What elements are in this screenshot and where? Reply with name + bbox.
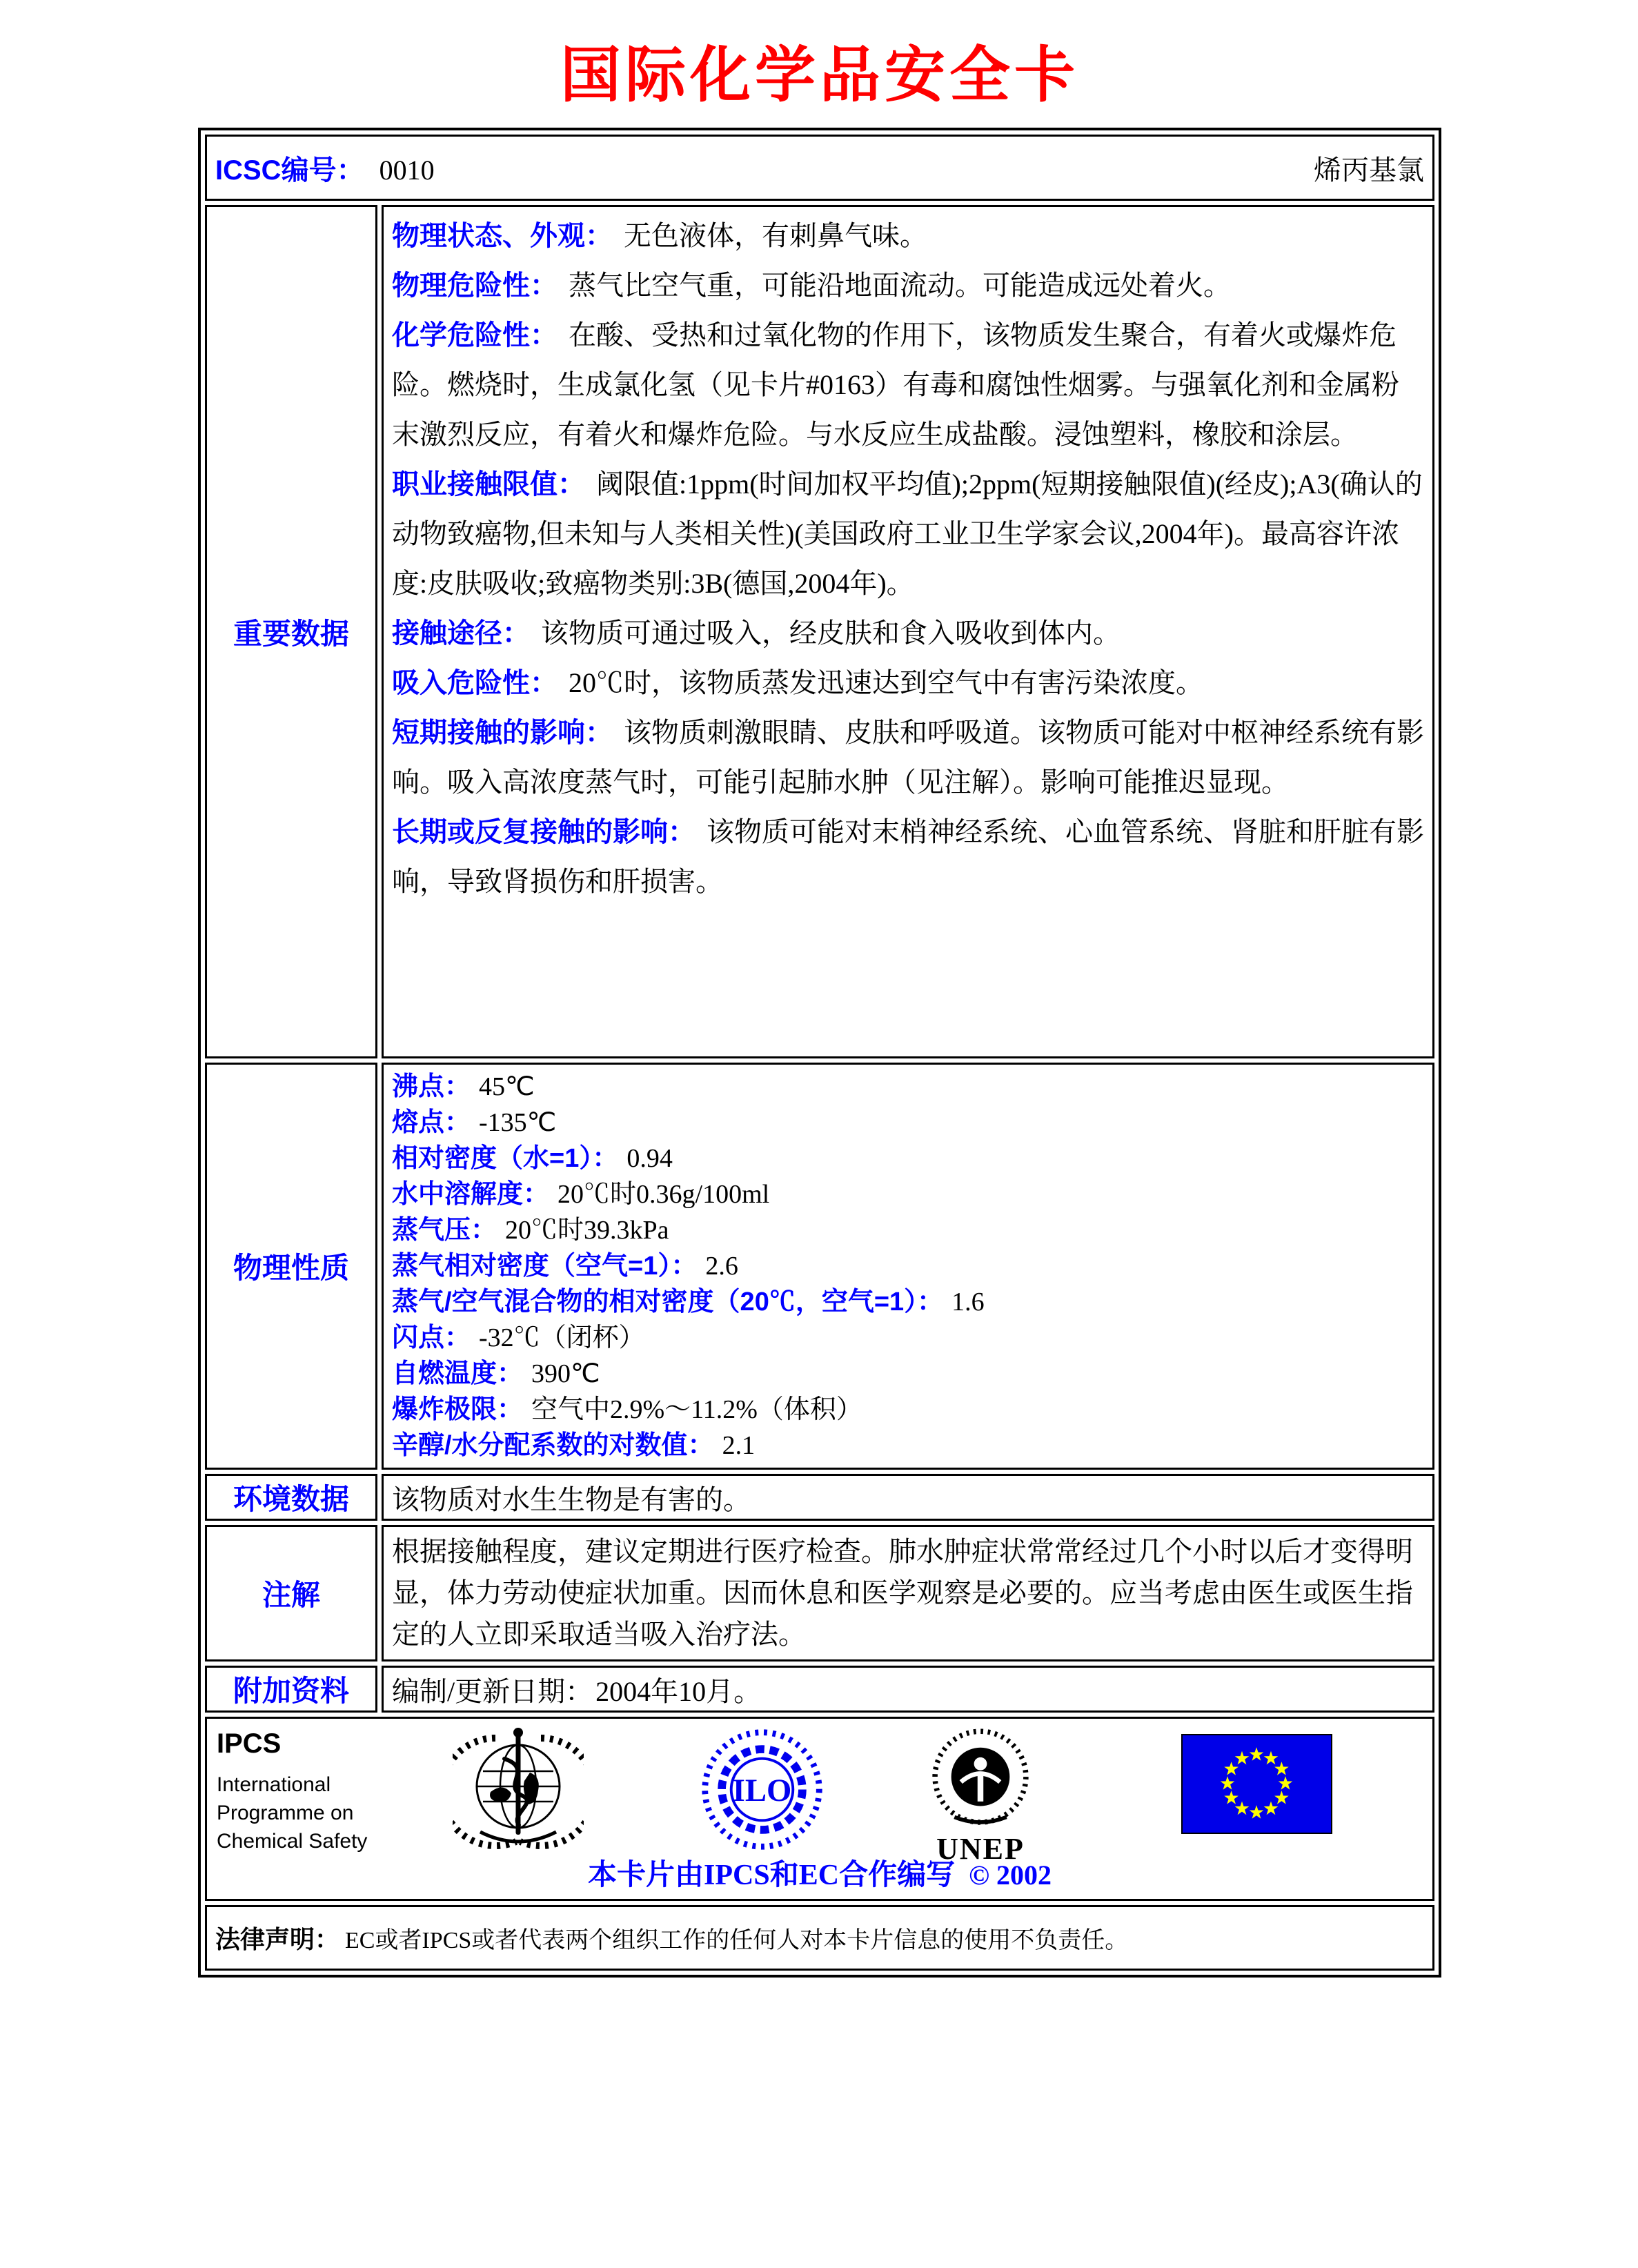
data-item xyxy=(392,609,1424,658)
ipcs-acronym: IPCS xyxy=(217,1728,282,1759)
data-item xyxy=(392,261,1424,310)
legal-text: EC或者IPCS或者代表两个组织工作的任何人对本卡片信息的使用不负责任。 xyxy=(345,1928,1129,1953)
section-label-environmental-data: 环境数据 xyxy=(205,1474,377,1521)
svg-text:ILO: ILO xyxy=(732,1773,792,1809)
property-item xyxy=(392,1105,1424,1141)
section-label-notes: 注解 xyxy=(205,1525,377,1661)
data-item xyxy=(392,708,1424,807)
card-caption-text: 本卡片由IPCS和EC合作编写 xyxy=(588,1860,956,1891)
property-label: 蒸气相对密度（空气=1）： xyxy=(392,1252,698,1281)
property-value: 45℃ xyxy=(479,1072,535,1101)
ipcs-name-line: Programme on xyxy=(217,1802,354,1824)
page-title: 国际化学品安全卡 xyxy=(560,43,1079,110)
data-item xyxy=(392,658,1424,708)
logos-row xyxy=(205,1717,1434,1901)
unep-logo-icon xyxy=(922,1723,1039,1866)
unep-wordmark: UNEP xyxy=(936,1832,1025,1866)
legal-cell xyxy=(205,1905,1434,1971)
update-date-value: 2004年10月。 xyxy=(595,1675,762,1707)
header-row xyxy=(205,135,1434,201)
additional-info-row xyxy=(205,1666,1434,1713)
important-data-row xyxy=(205,205,1434,1058)
property-item xyxy=(392,1069,1424,1105)
data-item-text: 该物质可能对末梢神经系统、心血管系统、肾脏和肝脏有影响，导致肾损伤和肝损害。 xyxy=(392,816,1424,897)
property-value: 1.6 xyxy=(951,1288,985,1317)
data-item-text: 该物质可通过吸入，经皮肤和食入吸收到体内。 xyxy=(541,618,1121,649)
data-item-label: 化学危险性： xyxy=(392,320,557,351)
ilo-logo-icon xyxy=(698,1726,826,1857)
card-caption xyxy=(207,1852,1432,1893)
legal-label: 法律声明： xyxy=(215,1925,340,1953)
property-label: 爆炸极限： xyxy=(392,1395,524,1424)
physical-properties-content xyxy=(382,1063,1434,1470)
property-label: 辛醇/水分配系数的对数值： xyxy=(392,1431,714,1460)
data-item-label: 吸入危险性： xyxy=(392,668,557,698)
property-item xyxy=(392,1284,1424,1320)
section-label-important-data: 重要数据 xyxy=(205,205,377,1058)
data-item-label: 物理状态、外观： xyxy=(392,221,613,251)
property-value: -32℃（闭杯） xyxy=(479,1323,645,1352)
property-value: 0.94 xyxy=(626,1144,673,1173)
data-item xyxy=(392,310,1424,460)
update-date-label: 编制/更新日期： xyxy=(392,1675,593,1707)
legal-row xyxy=(205,1905,1434,1971)
property-label: 闪点： xyxy=(392,1323,471,1352)
icsc-number-value: 0010 xyxy=(379,154,435,186)
notes-row xyxy=(205,1525,1434,1661)
logos-cell xyxy=(205,1717,1434,1901)
data-item-text: 20℃时，该物质蒸发迅速达到空气中有害污染浓度。 xyxy=(569,667,1203,698)
property-item xyxy=(392,1212,1424,1248)
data-item-label: 职业接触限值： xyxy=(392,469,585,500)
copyright-text: © 2002 xyxy=(969,1860,1052,1891)
data-item-label: 长期或反复接触的影响： xyxy=(392,817,695,847)
data-item-label: 短期接触的影响： xyxy=(392,718,613,748)
property-item xyxy=(392,1320,1424,1356)
environmental-data-content xyxy=(382,1474,1434,1521)
property-item xyxy=(392,1392,1424,1428)
property-value: 2.1 xyxy=(722,1431,756,1460)
property-item xyxy=(392,1176,1424,1212)
property-value: 空气中2.9%～11.2%（体积） xyxy=(531,1395,862,1424)
physical-properties-row xyxy=(205,1063,1434,1470)
ipcs-text-block xyxy=(217,1728,367,1855)
property-item xyxy=(392,1356,1424,1392)
notes-content: 根据接触程度，建议定期进行医疗检查。肺水肿症状常常经过几个小时以后才变得明显，体力劳动使症状加重。因而休息和医学观察是必要的。应当考虑由医生或医生指定的人立即采取适当吸入治疗法。 xyxy=(382,1525,1434,1661)
property-label: 熔点： xyxy=(392,1108,471,1137)
header-cell xyxy=(205,135,1434,201)
property-value: 20℃时0.36g/100ml xyxy=(557,1180,770,1209)
data-item-text: 该物质刺激眼睛、皮肤和呼吸道。该物质可能对中枢神经系统有影响。吸入高浓度蒸气时，可能引起肺水肿（见注解）。影响可能推迟显现。 xyxy=(392,717,1424,798)
eu-flag-icon xyxy=(1181,1734,1332,1837)
property-label: 水中溶解度： xyxy=(392,1180,550,1209)
icsc-card-table xyxy=(198,128,1441,1978)
property-item xyxy=(392,1141,1424,1176)
data-item-label: 物理危险性： xyxy=(392,270,557,301)
icsc-number-label: ICSC编号： xyxy=(215,155,364,186)
property-item xyxy=(392,1428,1424,1463)
property-label: 沸点： xyxy=(392,1072,471,1101)
environmental-data-text: 该物质对水生生物是有害的。 xyxy=(392,1483,751,1515)
data-item-text: 阈限值:1ppm(时间加权平均值);2ppm(短期接触限值)(经皮);A3(确认的动物致癌物,但未知与人类相关性)(美国政府工业卫生学家会议,2004年)。最高容许浓度:皮肤吸收;致癌物类别:3B(德国,2004年)。 xyxy=(392,469,1423,599)
data-item xyxy=(392,460,1424,609)
property-value: 20℃时39.3kPa xyxy=(505,1216,669,1245)
property-value: 390℃ xyxy=(531,1359,600,1388)
data-item xyxy=(392,211,1424,261)
property-value: -135℃ xyxy=(479,1108,557,1137)
data-item-label: 接触途径： xyxy=(392,618,530,649)
additional-info-content xyxy=(382,1666,1434,1713)
environmental-data-row xyxy=(205,1474,1434,1521)
property-label: 蒸气/空气混合物的相对密度（20℃，空气=1）： xyxy=(392,1288,944,1317)
who-logo-icon xyxy=(453,1723,584,1857)
data-item-text: 无色液体，有刺鼻气味。 xyxy=(624,220,927,251)
important-data-content xyxy=(382,205,1434,1058)
property-label: 相对密度（水=1）： xyxy=(392,1144,619,1173)
property-label: 蒸气压： xyxy=(392,1216,497,1245)
data-item xyxy=(392,807,1424,907)
property-item xyxy=(392,1248,1424,1284)
data-item-text: 在酸、受热和过氧化物的作用下，该物质发生聚合，有着火或爆炸危险。燃烧时，生成氯化氢（见卡片#0163）有毒和腐蚀性烟雾。与强氧化剂和金属粉末激烈反应，有着火和爆炸危险。与水反应生成盐酸。浸蚀塑料，橡胶和涂层。 xyxy=(392,319,1399,450)
ipcs-name-line: International xyxy=(217,1773,331,1796)
data-item-text: 蒸气比空气重，可能沿地面流动。可能造成远处着火。 xyxy=(569,270,1231,301)
property-label: 自燃温度： xyxy=(392,1359,524,1388)
section-label-physical-properties: 物理性质 xyxy=(205,1063,377,1470)
section-label-additional-info: 附加资料 xyxy=(205,1666,377,1713)
property-value: 2.6 xyxy=(705,1252,738,1281)
chemical-name: 烯丙基氯 xyxy=(1314,154,1424,186)
ipcs-name-line: Chemical Safety xyxy=(217,1830,368,1853)
